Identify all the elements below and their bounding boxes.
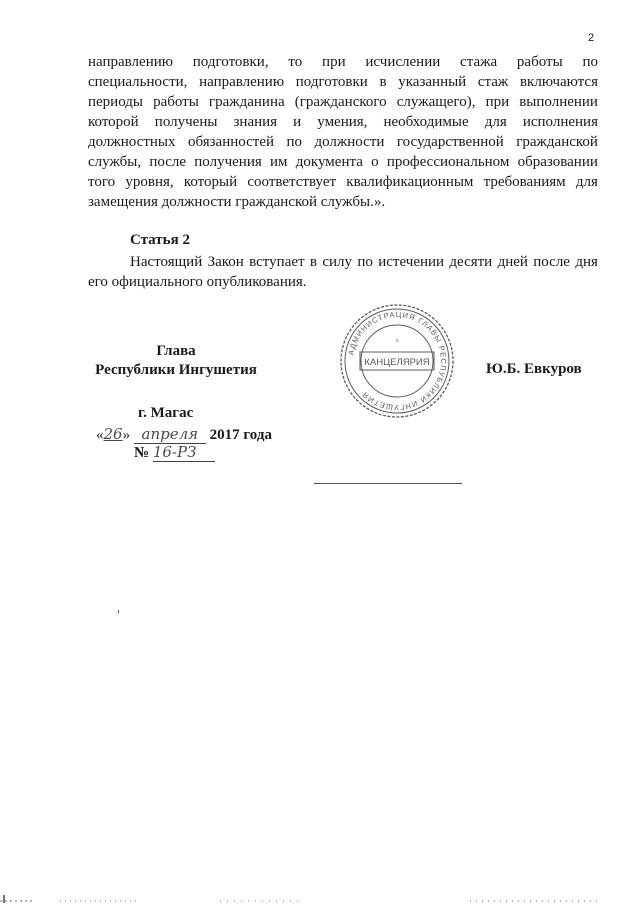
word: силу — [322, 254, 353, 270]
official-seal-stamp — [338, 302, 456, 420]
signatory-title-line-2: Республики Ингушетия — [95, 362, 257, 378]
word: работы — [516, 54, 563, 70]
body-line-6 — [88, 152, 598, 172]
stamp-center-text: КАНЦЕЛЯРИЯ — [364, 357, 430, 368]
city-name: г. Магас — [138, 405, 194, 421]
word: работы — [153, 94, 199, 110]
word: включаются — [519, 74, 598, 90]
body-line-1 — [88, 52, 598, 72]
signing-date — [96, 425, 272, 444]
signatory-title-line-1: Глава — [156, 343, 196, 359]
svg-text:ʌ: ʌ — [395, 336, 399, 344]
word: службы, — [88, 154, 142, 170]
word: умения, — [317, 114, 368, 130]
body-line-5 — [88, 132, 598, 152]
date-month-handwritten: апреля — [134, 425, 206, 444]
word: и — [293, 114, 302, 130]
word: требованиям — [483, 174, 566, 190]
word: по — [286, 134, 303, 150]
word: после — [533, 254, 570, 270]
law-number-handwritten: 16-РЗ — [153, 443, 215, 462]
date-day-handwritten: 26 — [103, 425, 123, 443]
word: то — [288, 54, 303, 70]
body-line-7 — [88, 172, 598, 192]
word: исчислении — [365, 54, 441, 70]
word: исполнения — [522, 114, 598, 130]
body-line-3 — [88, 92, 598, 112]
word: должности — [314, 134, 385, 150]
word: для — [575, 174, 598, 190]
date-quote-close: » — [122, 427, 131, 443]
word: документа — [295, 154, 363, 170]
article-line-1 — [130, 252, 598, 272]
word: после — [149, 154, 187, 170]
word: стаж — [477, 74, 509, 90]
word: подготовки, — [192, 54, 269, 70]
word: которой — [88, 114, 139, 130]
word: дней — [497, 254, 528, 270]
word: который — [183, 174, 238, 190]
word: государственной — [396, 134, 504, 150]
body-line-2 — [88, 72, 598, 92]
word: гражданской — [516, 134, 598, 150]
word: (гражданского — [294, 94, 387, 110]
word: получены — [154, 114, 218, 130]
word: Закон — [207, 254, 244, 270]
word: того — [88, 174, 116, 190]
word: для — [484, 114, 507, 130]
word: образовании — [517, 154, 598, 170]
word: указанный — [398, 74, 467, 90]
number-sign: № — [134, 445, 150, 461]
word: периоды — [88, 94, 143, 110]
article-heading: Статья 2 — [130, 232, 190, 248]
word: направлению — [199, 74, 285, 90]
word: в — [309, 254, 318, 270]
divider-line — [314, 483, 462, 484]
word: дня — [575, 254, 598, 270]
body-line-8: замещения должности гражданской службы.». — [88, 194, 386, 210]
word: о — [371, 154, 379, 170]
stamp-ring-text: АДМИНИСТРАЦИЯ ГЛАВЫ РЕСПУБЛИКИ ИНГУШЕТИЯ — [346, 309, 449, 413]
signatory-title — [78, 342, 274, 380]
word: по — [582, 54, 598, 70]
law-number — [134, 443, 215, 462]
word: должностных — [88, 134, 176, 150]
word: Настоящий — [130, 254, 203, 270]
word: получения — [194, 154, 262, 170]
word: гражданина — [208, 94, 285, 110]
word: выполнении — [519, 94, 598, 110]
word: при — [485, 94, 510, 110]
scan-speck — [118, 610, 119, 613]
word: знания — [233, 114, 278, 130]
word: обязанностей — [187, 134, 275, 150]
word: соответствует — [247, 174, 337, 190]
date-quote-open: « — [96, 427, 104, 443]
word: им — [270, 154, 288, 170]
word: подготовки — [295, 74, 368, 90]
word: истечении — [378, 254, 445, 270]
article-line-2: его официального опубликования. — [88, 274, 307, 290]
signatory-name: Ю.Б. Евкуров — [486, 361, 582, 377]
word: вступает — [249, 254, 305, 270]
word: профессиональном — [386, 154, 510, 170]
word: стажа — [460, 54, 498, 70]
word: уровня, — [125, 174, 174, 190]
date-year: 2017 года — [209, 427, 272, 443]
word: квалификационным — [346, 174, 474, 190]
word: по — [357, 254, 373, 270]
word: в — [379, 74, 387, 90]
body-line-4 — [88, 112, 598, 132]
word: необходимые — [383, 114, 469, 130]
word: направлению — [88, 54, 173, 70]
word: при — [322, 54, 346, 70]
page-number: 2 — [588, 32, 595, 44]
scan-edge-marks — [0, 895, 640, 903]
word: служащего), — [396, 94, 476, 110]
word: специальности, — [88, 74, 188, 90]
word: десяти — [449, 254, 493, 270]
